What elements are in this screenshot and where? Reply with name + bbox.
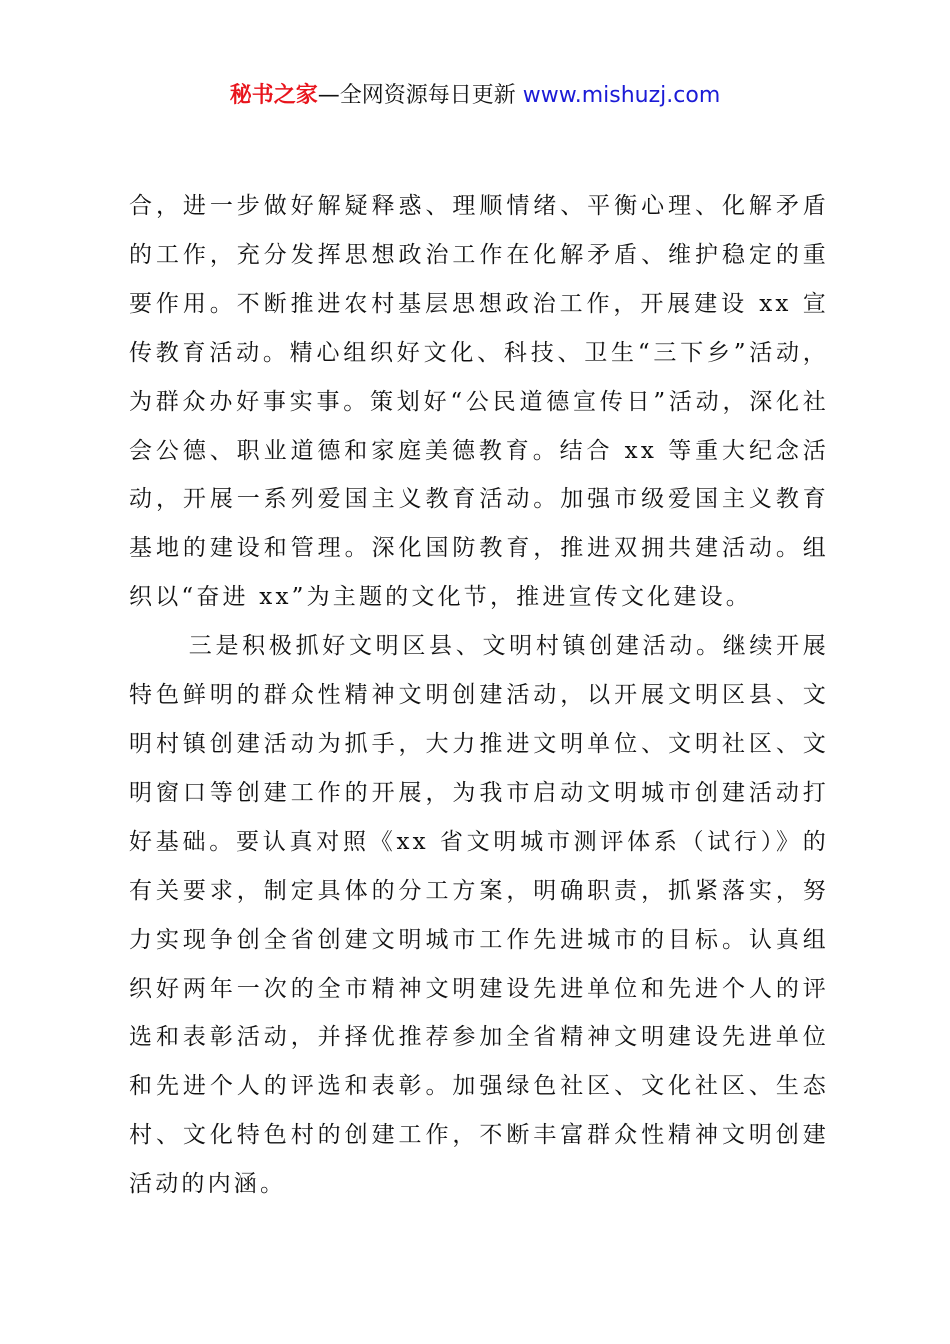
document-body [129, 182, 829, 1209]
header-site-link[interactable]: www.mishuzj.com [522, 83, 721, 108]
header-tagline: —全网资源每日更新 [317, 83, 523, 108]
paragraph-civilization-campaign: 三是积极抓好文明区县、文明村镇创建活动。继续开展特色鲜明的群众性精神文明创建活动，以开展文明区县、文明村镇创建活动为抓手，大力推进文明单位、文明社区、文明窗口等创建工作的开展，为我市启动文明城市创建活动打好基础。要认真对照《xx 省文明城市测评体系（试行）》的有关要求，制定具体的分工方案，明确职责，抓紧落实，努力实现争创全省创建文明城市工作先进城市的目标。认真组织好两年一次的全市精神文明建设先进单位和先进个人的评选和表彰活动，并择优推荐参加全省精神文明建设先进单位和先进个人的评选和表彰。加强绿色社区、文化社区、生态村、文化特色村的创建工作，不断丰富群众性精神文明创建活动的内涵。 [129, 633, 829, 1198]
header-brand: 秘书之家 [229, 83, 318, 108]
page-header [0, 80, 950, 112]
paragraph-continued: 合，进一步做好解疑释惑、理顺情绪、平衡心理、化解矛盾的工作，充分发挥思想政治工作在化解矛盾、维护稳定的重要作用。不断推进农村基层思想政治工作，开展建设 xx 宣传教育活动。精心组织好文化、科技、卫生“三下乡”活动，为群众办好事实事。策划好“公民道德宣传日”活动，深化社会公德、职业道德和家庭美德教育。结合 xx 等重大纪念活动，开展一系列爱国主义教育活动。加强市级爱国主义教育基地的建设和管理。深化国防教育，推进双拥共建活动。组织以“奋进 xx”为主题的文化节，推进宣传文化建设。 [129, 193, 829, 611]
